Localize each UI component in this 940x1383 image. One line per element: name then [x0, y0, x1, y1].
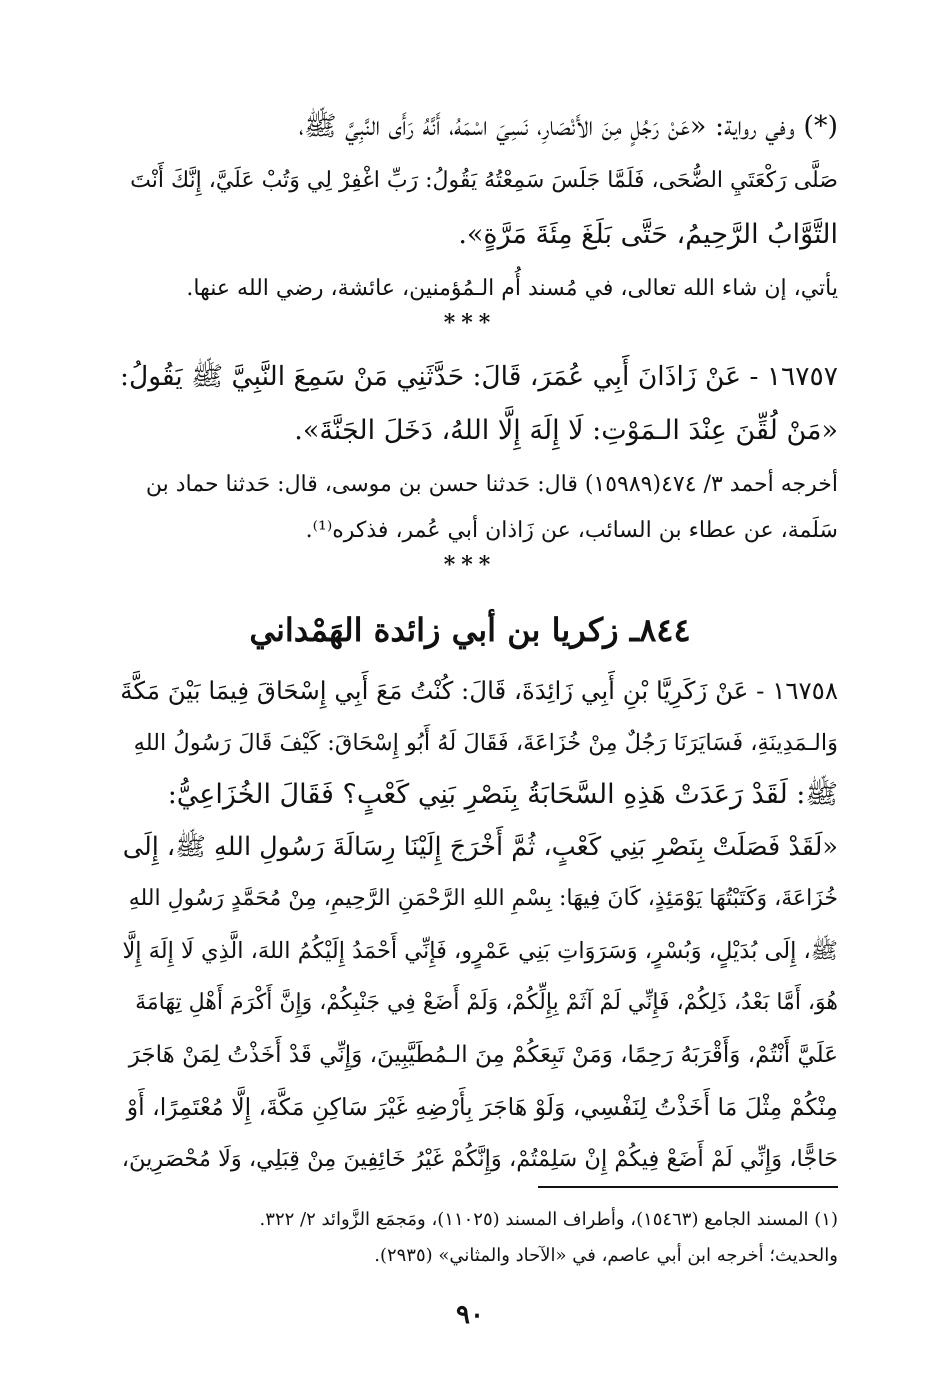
text-line: «مَنْ لُقِّنَ عِنْدَ الـمَوْتِ: لَا إِلَهَ إِلَّا اللهُ، دَخَلَ الجَنَّةَ».	[294, 415, 838, 446]
chapter-heading: ٨٤٤ـ زكريا بن أبي زائدة الهَمْداني	[249, 611, 691, 649]
text-line: وَالـمَدِينَةِ، فَسَايَرَنَا رَجُلٌ مِنْ خُزَاعَةَ، فَقَالَ لَهُ أَبُو إِسْحَاقَ: كَيْفَ قَالَ رَسُولُ اللهِ	[133, 730, 838, 756]
text-line: صَلَّى رَكْعَتَيِ الضُّحَى، فَلَمَّا جَلَسَ سَمِعْتُهُ يَقُولُ: رَبِّ اغْفِرْ لِي وَتُبْ عَلَيَّ، إِنَّكَ أَنْتَ	[130, 168, 838, 193]
section-riwaya	[120, 100, 838, 320]
text-line: هُوَ، أَمَّا بَعْدُ، ذَلِكُمْ، فَإِنِّي لَمْ آثَمْ بِإِلِّكُمْ، وَلَمْ أَضَعْ فِي جَنْبِكُمْ، وَإِنَّ أَكْرَمَ أَهْلِ تِهَامَةَ	[135, 990, 838, 1015]
text-line: ﷺ: لَقَدْ رَعَدَتْ هَذِهِ السَّحَابَةُ بِنَصْرِ بَنِي كَعْبٍ؟ فَقَالَ الخُزَاعِيُّ:	[167, 779, 838, 810]
text-line: خُزَاعَةَ، وَكَتَبْتُهَا يَوْمَئِذٍ، كَانَ فِيهَا: بِسْمِ اللهِ الرَّحْمَنِ الرَّحِيمِ، مِنْ مُحَمَّدٍ رَسُولِ اللهِ	[128, 886, 838, 911]
text-line: حَاجًّا، وَإِنِّي لَمْ أَضَعْ فِيكُمْ إِنْ سَلِمْتُمْ، وَإِنَّكُمْ غَيْرُ خَائِفِينَ مِنْ قِبَلِي، وَلَا مُحْصَرِينَ،	[121, 1146, 838, 1172]
text-line: (*) وفي رواية: «عَنْ رَجُلٍ مِنَ الأَنْصَارِ، نَسِيَ اسْمَهُ، أَنَّهُ رَأَى النَّبِيَّ ﷺ،	[298, 111, 838, 142]
text-line: مِنْكُمْ مِثْلَ مَا أَخَذْتُ لِنَفْسِي، وَلَوْ هَاجَرَ بِأَرْضِهِ غَيْرَ سَاكِنِ مَكَّةَ، إِلَّا مُعْتَمِرًا، أَوْ	[126, 1093, 838, 1121]
text-line: يأتي، إن شاء الله تعالى، في مُسند أُم الـمُؤمنين، عائشة، رضي الله عنها.	[186, 276, 838, 301]
hadith-16758	[120, 664, 838, 1184]
text-line: أخرجه أحمد ٣/ ٤٧٤(١٥٩٨٩) قال: حَدثنا حسن بن موسى، قال: حَدثنا حماد بن	[145, 472, 838, 497]
footnotes	[120, 1200, 838, 1280]
text-line: عَلَيَّ أَنْتُمْ، وَأَقْرَبَهُ رَحِمًا، وَمَنْ تَبِعَكُمْ مِنَ الـمُطَيَّبِينَ، وَإِنِّي قَدْ أَخَذْتُ لِمَنْ هَاجَرَ	[128, 1042, 838, 1068]
hadith-16757	[120, 350, 838, 550]
text-line: ١٦٧٥٧ - عَنْ زَاذَانَ أَبِي عُمَرَ، قَالَ: حَدَّثَنِي مَنْ سَمِعَ النَّبِيَّ ﷺ يَقُولُ:	[120, 361, 838, 392]
text-line: التَّوَّابُ الرَّحِيمُ، حَتَّى بَلَغَ مِئَةَ مَرَّةٍ».	[458, 219, 838, 250]
page-number: ٩٠	[456, 1300, 484, 1330]
separator-stars: ***	[443, 310, 497, 336]
separator-stars: ***	[443, 552, 497, 578]
footnote-line: والحديث؛ أخرجه ابن أبي عاصم، في «الآحاد والمثاني» (٢٩٣٥).	[374, 1245, 838, 1266]
text-line: سَلَمة، عن عطاء بن السائب، عن زَاذان أبي عُمر، فذكره⁽¹⁾.	[305, 518, 838, 543]
text-line: ١٦٧٥٨ - عَنْ زَكَرِيَّا بْنِ أَبِي زَائِدَةَ، قَالَ: كُنْتُ مَعَ أَبِي إِسْحَاقَ فِيمَا بَيْنَ مَكَّةَ	[120, 676, 838, 705]
text-line: ﷺ، إِلَى بُدَيْلٍ، وَبُسْرٍ، وَسَرَوَاتِ بَنِي عَمْرٍو، فَإِنِّي أَحْمَدُ إِلَيْكُمُ اللهَ، الَّذِي لَا إِلَهَ إِلَّا	[122, 938, 838, 964]
text-line: «لَقَدْ فَصَلَتْ بِنَصْرِ بَنِي كَعْبٍ، ثُمَّ أَخْرَجَ إِلَيْنَا رِسَالَةَ رَسُولِ اللهِ ﷺ، إِلَى	[122, 832, 838, 862]
footnote-divider	[538, 1186, 838, 1188]
footnote-line: (١) المسند الجامع (١٥٤٦٣)، وأطراف المسند (١١٠٢٥)، ومَجمَع الزَّوائد ٢/ ٣٢٢.	[259, 1209, 838, 1230]
